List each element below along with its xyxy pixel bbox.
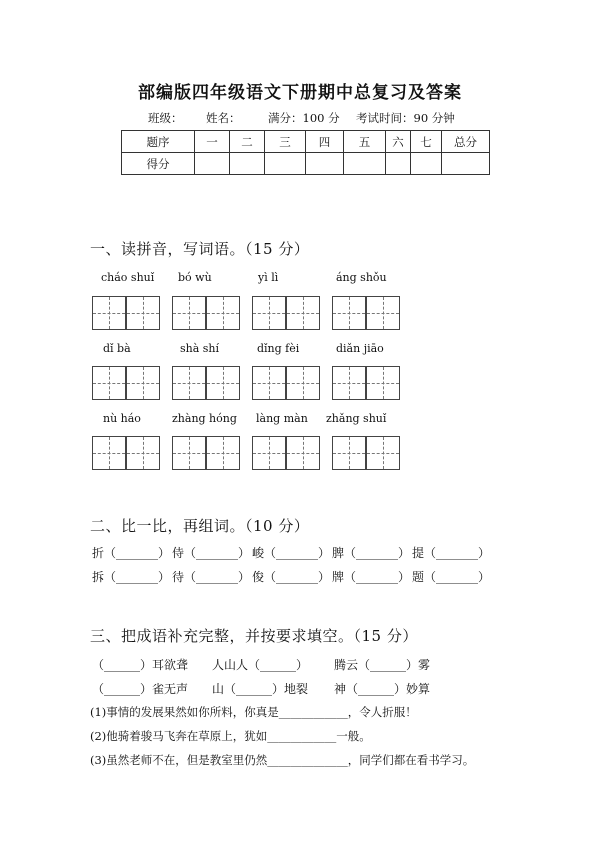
- word-pair-blank[interactable]: 脾（_______）: [332, 546, 411, 560]
- section-1-heading: 一、读拼音，写词语。（15 分）: [90, 240, 310, 258]
- pinyin-label: nù háo: [103, 412, 141, 425]
- score-header-cell: 四: [306, 131, 344, 153]
- writing-grid-box[interactable]: [252, 436, 286, 470]
- writing-grid-box[interactable]: [126, 436, 160, 470]
- writing-grid-box[interactable]: [252, 296, 286, 330]
- score-header-cell: 题序: [122, 131, 195, 153]
- writing-grid-box[interactable]: [172, 366, 206, 400]
- word-pair-blank[interactable]: 题（_______）: [412, 570, 491, 584]
- pinyin-label: bó wù: [178, 271, 212, 284]
- writing-grid-box[interactable]: [172, 436, 206, 470]
- pinyin-label: làng màn: [256, 412, 308, 425]
- pinyin-label: zhàng hóng: [172, 412, 237, 425]
- section-3-heading: 三、把成语补充完整，并按要求填空。（15 分）: [90, 627, 418, 645]
- score-header-cell: 三: [265, 131, 306, 153]
- idiom-blank[interactable]: 腾云（______）雾: [334, 658, 431, 672]
- name-label: 姓名：: [206, 111, 241, 125]
- score-cell[interactable]: [442, 153, 490, 175]
- fill-in-question[interactable]: (1)事情的发展果然如你所料，你真是____________，令人折服！: [90, 705, 417, 719]
- word-pair-blank[interactable]: 牌（_______）: [332, 570, 411, 584]
- writing-grid-box[interactable]: [206, 436, 240, 470]
- writing-grid-box[interactable]: [366, 436, 400, 470]
- writing-grid-box[interactable]: [366, 296, 400, 330]
- score-header-cell: 总分: [442, 131, 490, 153]
- writing-grid-box[interactable]: [286, 436, 320, 470]
- score-cell[interactable]: [230, 153, 265, 175]
- idiom-blank[interactable]: 山（______）地裂: [212, 682, 309, 696]
- writing-grid-box[interactable]: [252, 366, 286, 400]
- word-pair-blank[interactable]: 俊（_______）: [252, 570, 331, 584]
- writing-grid-box[interactable]: [92, 366, 126, 400]
- score-header-cell: 一: [195, 131, 230, 153]
- pinyin-label: shà shí: [180, 342, 220, 355]
- full-score-label: 满分：100 分: [268, 111, 340, 125]
- word-pair-blank[interactable]: 峻（_______）: [252, 546, 331, 560]
- score-cell[interactable]: [195, 153, 230, 175]
- idiom-blank[interactable]: （______）雀无声: [92, 682, 189, 696]
- fill-in-question[interactable]: (3)虽然老师不在，但是教室里仍然______________，同学们都在看书学习。: [90, 753, 475, 767]
- idiom-blank[interactable]: 神（______）妙算: [334, 682, 431, 696]
- word-pair-blank[interactable]: 折（_______）: [92, 546, 171, 560]
- pinyin-label: yì lì: [258, 271, 279, 284]
- word-pair-blank[interactable]: 提（_______）: [412, 546, 491, 560]
- writing-grid-box[interactable]: [92, 436, 126, 470]
- pinyin-label: dǐng fèi: [257, 342, 300, 355]
- writing-grid-box[interactable]: [286, 366, 320, 400]
- score-cell[interactable]: [306, 153, 344, 175]
- pinyin-label: diǎn jiāo: [336, 342, 384, 355]
- score-cell[interactable]: [265, 153, 306, 175]
- score-table-score-row: [122, 153, 490, 175]
- score-table-header-row: [122, 131, 490, 153]
- score-header-cell: 六: [386, 131, 411, 153]
- word-pair-blank[interactable]: 侍（_______）: [172, 546, 251, 560]
- fill-in-question[interactable]: (2)他骑着骏马飞奔在草原上，犹如____________一般。: [90, 729, 371, 743]
- writing-grid-box[interactable]: [126, 296, 160, 330]
- score-table: [121, 130, 490, 175]
- writing-grid-box[interactable]: [126, 366, 160, 400]
- writing-grid-box[interactable]: [286, 296, 320, 330]
- page-title: 部编版四年级语文下册期中总复习及答案: [138, 83, 462, 103]
- writing-grid-box[interactable]: [92, 296, 126, 330]
- idiom-blank[interactable]: （______）耳欲聋: [92, 658, 189, 672]
- writing-grid-box[interactable]: [366, 366, 400, 400]
- writing-grid-box[interactable]: [206, 296, 240, 330]
- score-cell[interactable]: [411, 153, 442, 175]
- idiom-blank[interactable]: 人山人（______）: [212, 658, 309, 672]
- writing-grid-box[interactable]: [332, 296, 366, 330]
- score-header-cell: 五: [344, 131, 386, 153]
- writing-grid-box[interactable]: [206, 366, 240, 400]
- word-pair-blank[interactable]: 待（_______）: [172, 570, 251, 584]
- section-2-heading: 二、比一比，再组词。（10 分）: [90, 517, 310, 535]
- pinyin-label: cháo shuǐ: [101, 271, 155, 284]
- pinyin-label: dǐ bà: [103, 342, 131, 355]
- score-cell[interactable]: [386, 153, 411, 175]
- writing-grid-box[interactable]: [332, 366, 366, 400]
- writing-grid-box[interactable]: [172, 296, 206, 330]
- score-header-cell: 七: [411, 131, 442, 153]
- pinyin-label: zhǎng shuǐ: [326, 412, 387, 425]
- writing-grid-box[interactable]: [332, 436, 366, 470]
- class-label: 班级：: [148, 111, 183, 125]
- score-cell[interactable]: [344, 153, 386, 175]
- score-header-cell: 二: [230, 131, 265, 153]
- pinyin-label: áng shǒu: [336, 271, 387, 284]
- exam-time-label: 考试时间：90 分钟: [356, 111, 455, 125]
- word-pair-blank[interactable]: 拆（_______）: [92, 570, 171, 584]
- score-row-label: 得分: [122, 153, 195, 175]
